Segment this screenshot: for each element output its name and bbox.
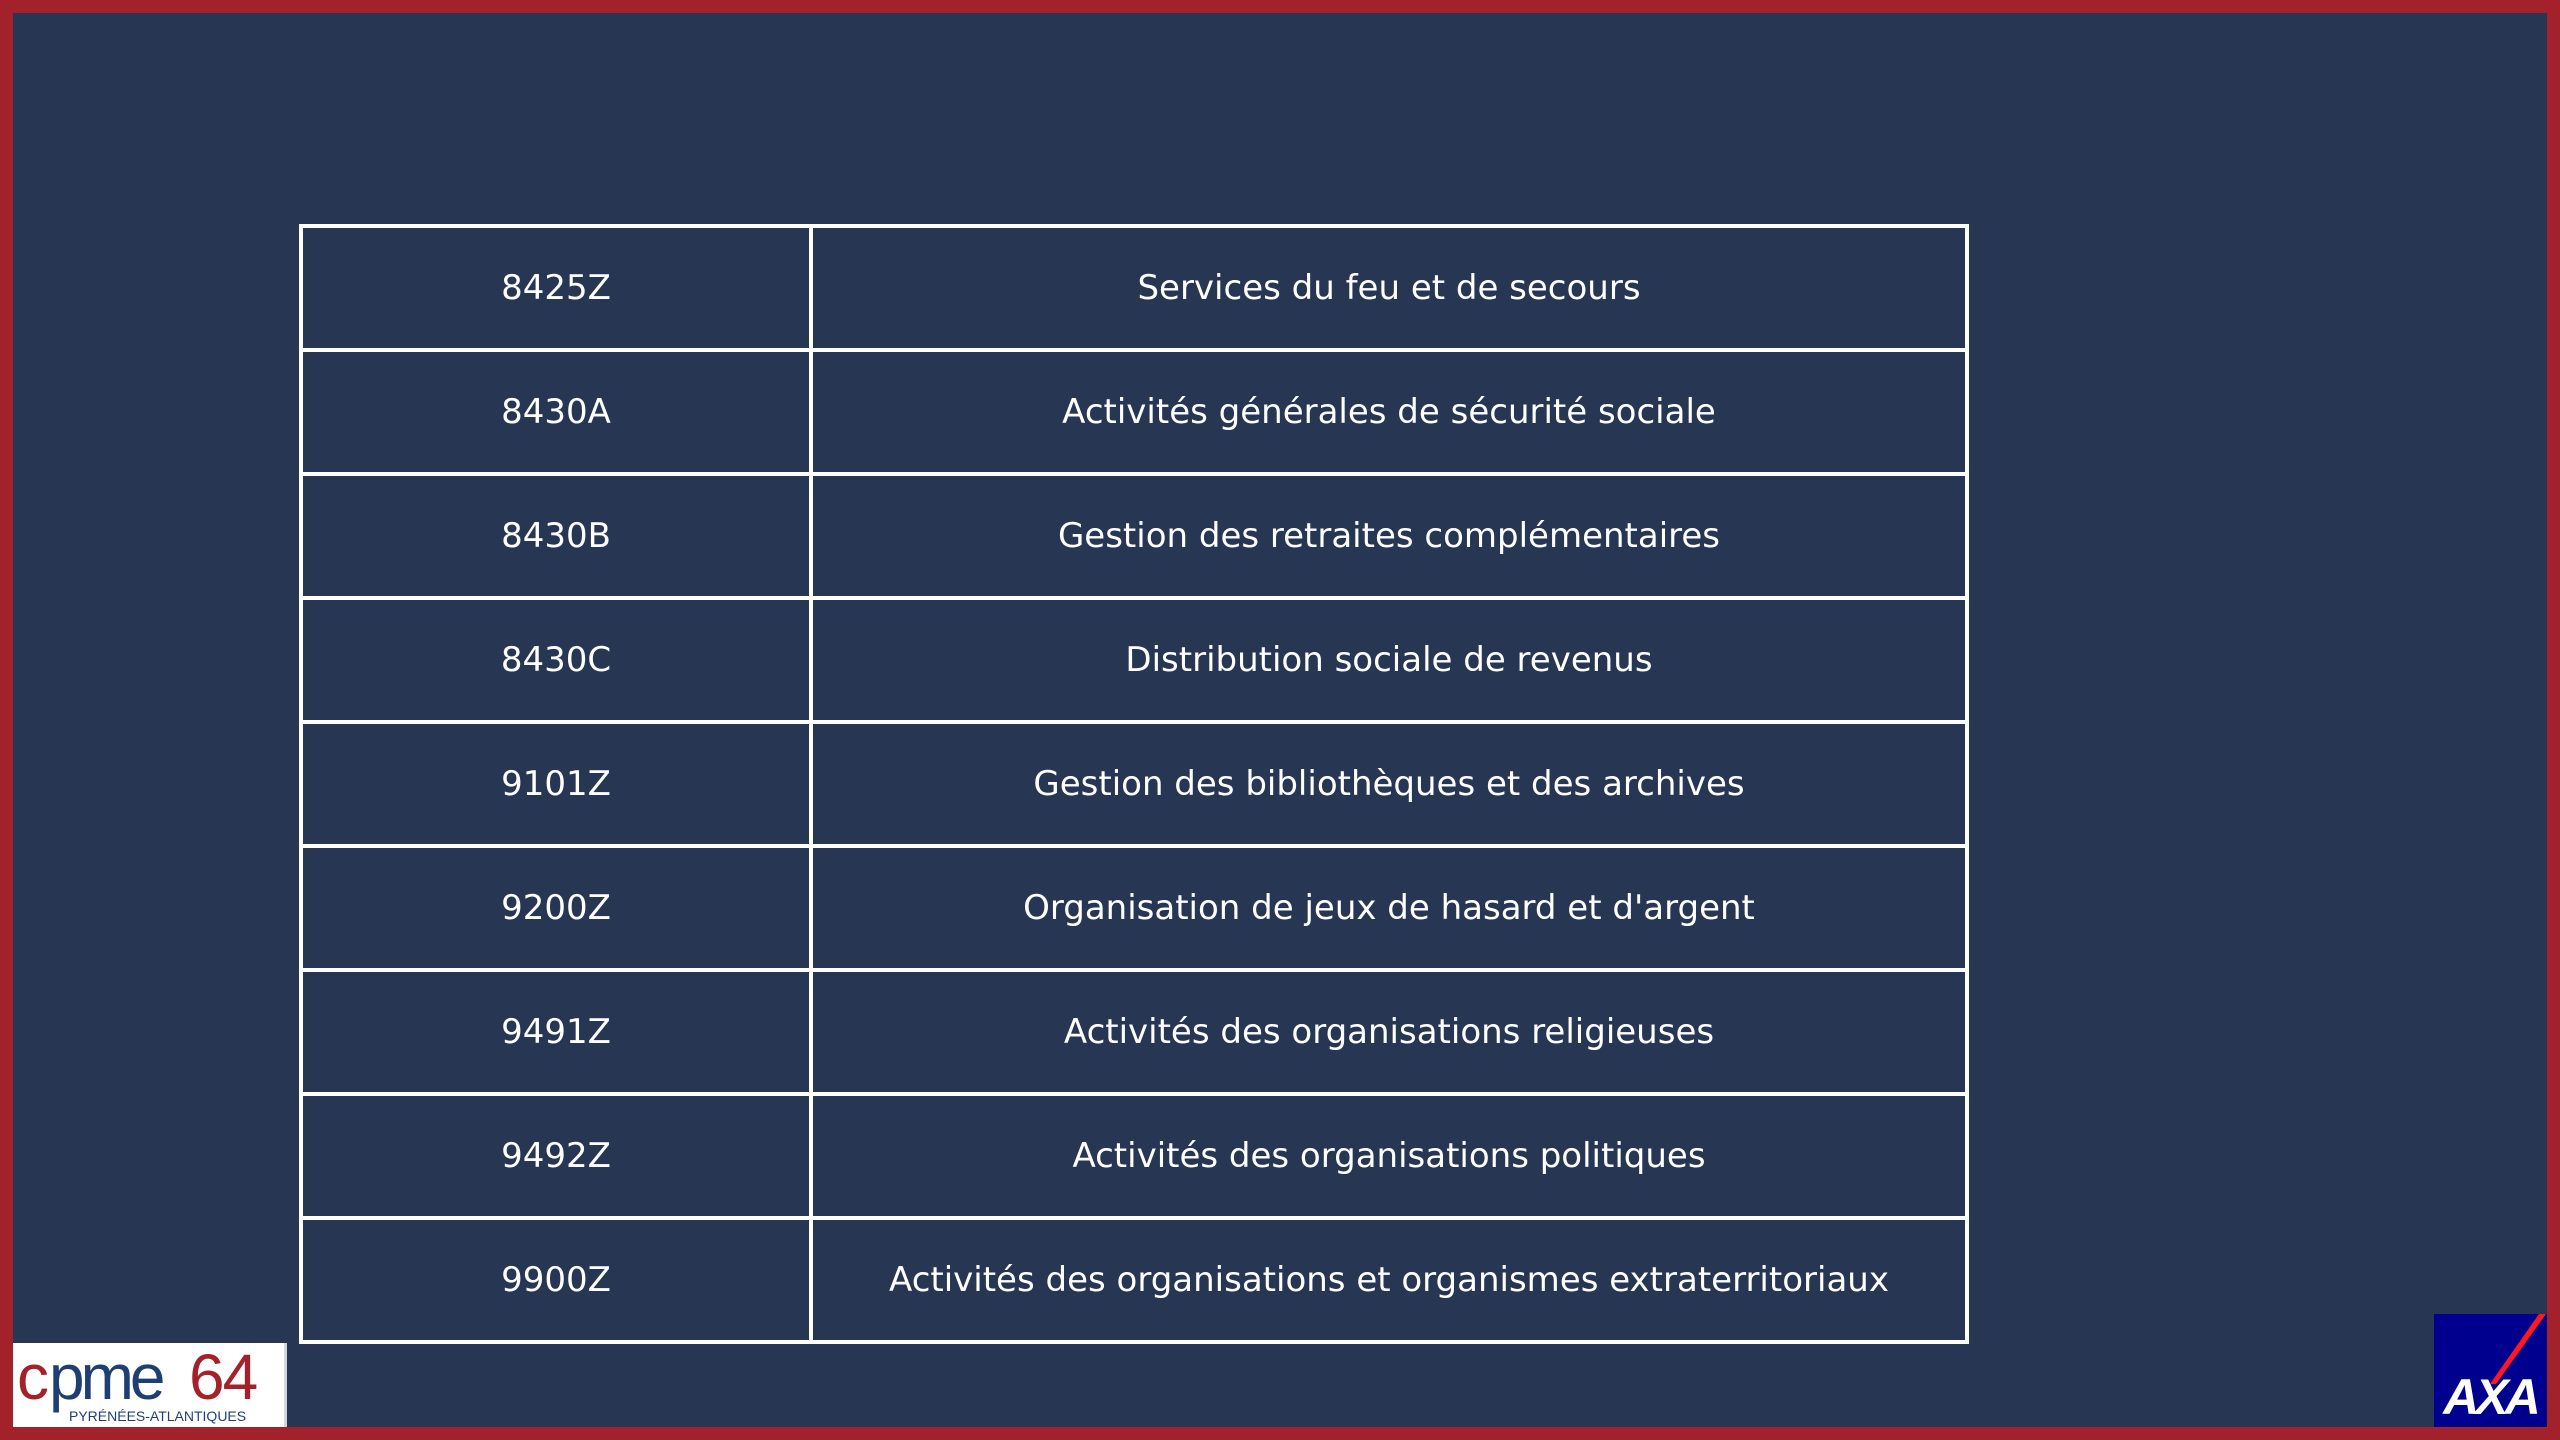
naf-code-cell: 9900Z [301, 1218, 811, 1342]
activity-label-cell: Gestion des retraites complémentaires [811, 474, 1967, 598]
cpme64-logo [13, 1343, 287, 1427]
cpme64-logo-mark [13, 1343, 284, 1427]
activity-label-cell: Gestion des bibliothèques et des archives [811, 722, 1967, 846]
table-row [301, 474, 1967, 598]
naf-code-cell: 8430B [301, 474, 811, 598]
naf-code-cell: 9491Z [301, 970, 811, 1094]
table-row [301, 970, 1967, 1094]
activity-label-cell: Organisation de jeux de hasard et d'argent [811, 846, 1967, 970]
naf-code-cell: 9200Z [301, 846, 811, 970]
activity-label-cell: Distribution sociale de revenus [811, 598, 1967, 722]
table-row [301, 1218, 1967, 1342]
naf-code-cell: 8430A [301, 350, 811, 474]
table-row [301, 722, 1967, 846]
table-row [301, 1094, 1967, 1218]
naf-code-cell: 8430C [301, 598, 811, 722]
svg-text:64: 64 [189, 1343, 257, 1413]
svg-text:pme: pme [49, 1343, 162, 1413]
table-row [301, 350, 1967, 474]
table-row [301, 598, 1967, 722]
naf-code-cell: 8425Z [301, 226, 811, 350]
svg-text:AXA: AXA [2443, 1369, 2537, 1425]
naf-code-cell: 9101Z [301, 722, 811, 846]
activity-label-cell: Services du feu et de secours [811, 226, 1967, 350]
activity-label-cell: Activités des organisations religieuses [811, 970, 1967, 1094]
table-row [301, 226, 1967, 350]
activity-label-cell: Activités des organisations politiques [811, 1094, 1967, 1218]
activity-label-cell: Activités générales de sécurité sociale [811, 350, 1967, 474]
naf-code-cell: 9492Z [301, 1094, 811, 1218]
axa-logo-mark [2434, 1314, 2547, 1427]
svg-text:c: c [17, 1343, 45, 1413]
naf-code-table [299, 224, 1969, 1344]
axa-logo [2434, 1314, 2547, 1427]
activity-label-cell: Activités des organisations et organismes extraterritoriaux [811, 1218, 1967, 1342]
svg-text:PYRÉNÉES-ATLANTIQUES: PYRÉNÉES-ATLANTIQUES [69, 1408, 247, 1424]
table-row [301, 846, 1967, 970]
